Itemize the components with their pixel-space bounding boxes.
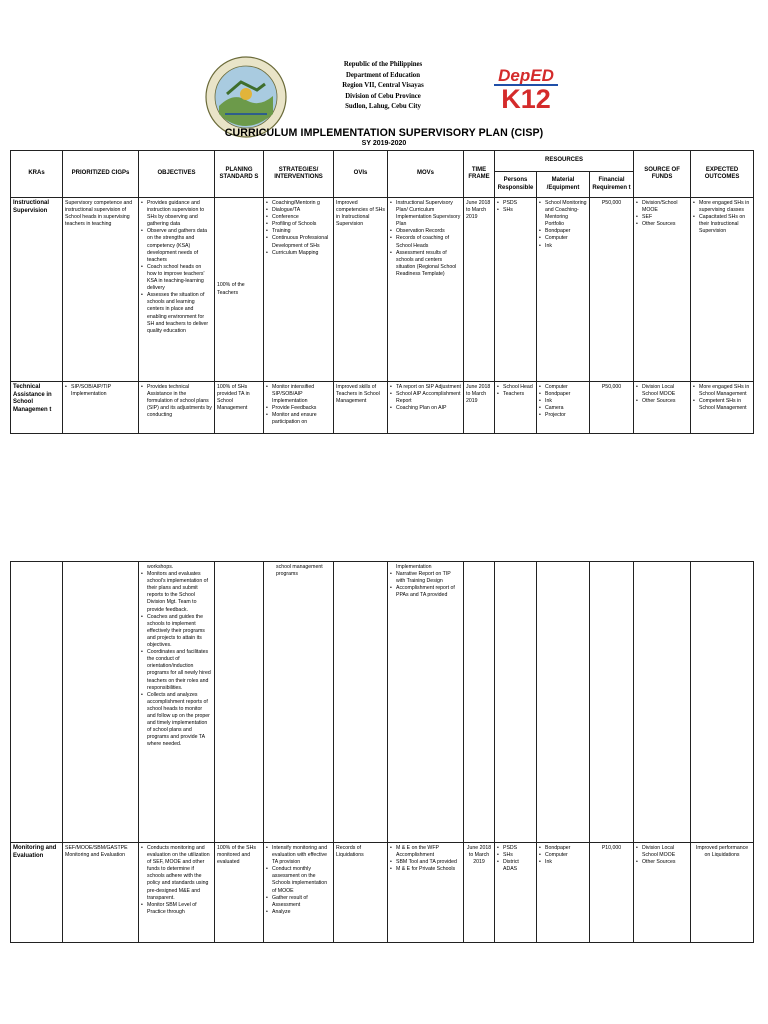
list-item: • More engaged SHs in supervising classes bbox=[693, 200, 751, 214]
header-ovis: OVIs bbox=[334, 151, 388, 198]
outcomes-cell bbox=[691, 382, 754, 434]
list-item: • Observation Records bbox=[390, 228, 461, 235]
list-item: • Narrative Report on TIP with Training Design bbox=[390, 571, 461, 585]
list-item: • Computer bbox=[539, 852, 587, 859]
list-item: • SHs bbox=[497, 852, 534, 859]
header-expected-outcomes: EXPECTED OUTCOMES bbox=[691, 151, 754, 198]
list-item: • Ink bbox=[539, 243, 587, 250]
ovis-cell bbox=[334, 562, 388, 843]
standards-cell bbox=[215, 562, 264, 843]
list-item: • Provide Feedbacks bbox=[266, 405, 331, 412]
list-item: • SBM Tool and TA provided bbox=[390, 859, 461, 866]
list-item: • Coordinates and facilitates the conduct of orientation/induction programs for all newly hired teachers on their roles and responsibilities. bbox=[141, 649, 212, 692]
financial-cell: P50,000 bbox=[590, 198, 634, 382]
cigps-cell: SEF/MOOE/SBM/GASTPE Monitoring and Evaluation bbox=[63, 843, 139, 943]
persons-cell bbox=[495, 843, 537, 943]
time-frame-cell: June 2018 to March 2019 bbox=[464, 843, 495, 943]
table-row bbox=[11, 843, 754, 943]
materials-cell bbox=[537, 843, 590, 943]
materials-cell bbox=[537, 562, 590, 843]
header-prioritized-cigps: PRIORITIZED CIGPs bbox=[63, 151, 139, 198]
list-item: • School Head bbox=[497, 384, 534, 391]
objectives-lead: workshops. bbox=[147, 564, 174, 570]
list-item: • School AIP Accomplishment Report bbox=[390, 391, 461, 405]
list-item: • Accomplishment report of PPAs and TA provided bbox=[390, 585, 461, 599]
header-movs: MOVs bbox=[388, 151, 464, 198]
header-resources: RESOURCES bbox=[495, 151, 634, 172]
list-item: • Coaching/Mentorin g bbox=[266, 200, 331, 207]
list-item: • Conduct monthly assessment on the Schools implementation of MOOE bbox=[266, 866, 331, 894]
letterhead bbox=[300, 60, 466, 113]
strategies-continued: school management programs bbox=[276, 564, 323, 578]
list-item: • Division/School MOOE bbox=[636, 200, 688, 214]
financial-cell bbox=[590, 562, 634, 843]
movs-cell bbox=[388, 562, 464, 843]
letterhead-line: Division of Cebu Province bbox=[345, 92, 421, 100]
header-objectives: OBJECTIVES bbox=[139, 151, 215, 198]
list-item: • Ink bbox=[539, 398, 587, 405]
movs-cell bbox=[388, 843, 464, 943]
materials-cell bbox=[537, 382, 590, 434]
list-item: • Conference bbox=[266, 214, 331, 221]
list-item: • District ADAS bbox=[497, 859, 534, 873]
svg-text:DepED: DepED bbox=[498, 66, 554, 85]
list-item: • Coaches and guides the schools to implement effectively their programs and projects to attain its objectives. bbox=[141, 614, 212, 649]
header-material-equipment: Material /Equipment bbox=[537, 172, 590, 198]
cigps-cell bbox=[63, 562, 139, 843]
page-one bbox=[0, 0, 768, 460]
header-time-frame: TIME FRAME bbox=[464, 151, 495, 198]
list-item: • Training bbox=[266, 228, 331, 235]
list-item: • Teachers bbox=[497, 391, 534, 398]
list-item: • Ink bbox=[539, 859, 587, 866]
list-item: • Observe and gathers data on the strengths and competency (KSA) development needs of teachers bbox=[141, 228, 212, 263]
list-item: • Profiling of Schools bbox=[266, 221, 331, 228]
ovis-cell: Records of Liquidations bbox=[334, 843, 388, 943]
header-strategies: STRATEGIES/ INTERVENTIONS bbox=[264, 151, 334, 198]
list-item: • Continuous Professional Development of SHs bbox=[266, 235, 331, 249]
list-item: • PSDS bbox=[497, 200, 534, 207]
objectives-cell bbox=[139, 843, 215, 943]
svg-text:K12: K12 bbox=[501, 84, 551, 110]
kra-cell: Technical Assistance in School Managemen t bbox=[11, 382, 63, 434]
strategies-cell bbox=[264, 562, 334, 843]
list-item: • Division Local School MOOE bbox=[636, 384, 688, 398]
plan-table bbox=[10, 150, 754, 434]
list-item: • Bondpaper bbox=[539, 228, 587, 235]
list-item: • Computer bbox=[539, 384, 587, 391]
time-frame-cell: June 2018 to March 2019 bbox=[464, 198, 495, 382]
funds-cell bbox=[634, 198, 691, 382]
page-two bbox=[0, 560, 768, 1024]
movs-cell bbox=[388, 382, 464, 434]
plan-table-continued bbox=[10, 561, 754, 943]
list-item: • Camera bbox=[539, 405, 587, 412]
list-item: • Coach school heads on how to improve teachers' KSA in teaching-learning delivery bbox=[141, 264, 212, 292]
list-item: • PSDS bbox=[497, 845, 534, 852]
funds-cell bbox=[634, 562, 691, 843]
list-item: • Collects and analyzes accomplishment reports of school heads to monitor and follow up on the proper and timely implementation of school plans and programs and provide TA where needed. bbox=[141, 692, 212, 749]
objectives-cell bbox=[139, 198, 215, 382]
ovis-cell: Improved skills of Teachers in School Management bbox=[334, 382, 388, 434]
ovis-cell: Improved competencies of SHs in Instructional Supervision bbox=[334, 198, 388, 382]
time-frame-cell bbox=[464, 562, 495, 843]
standards-cell: 100% of the SHs monitored and evaluated bbox=[215, 843, 264, 943]
document-title: CURRICULUM IMPLEMENTATION SUPERVISORY PLAN (CISP) bbox=[224, 127, 544, 139]
persons-cell bbox=[495, 562, 537, 843]
funds-cell bbox=[634, 382, 691, 434]
strategies-cell bbox=[264, 198, 334, 382]
deped-k12-logo-icon bbox=[490, 64, 562, 110]
header-financial-requirement: Financial Requiremen t bbox=[590, 172, 634, 198]
list-item: • Intensify monitoring and evaluation with effective TA provision bbox=[266, 845, 331, 866]
list-item: • Provides technical Assistance in the formulation of school plans (SIP) and its adjustments by conducting bbox=[141, 384, 212, 419]
list-item: • School Monitoring and Coaching-Mentoring Portfolio bbox=[539, 200, 587, 228]
outcomes-cell: Improved performance on Liquidations bbox=[691, 843, 754, 943]
list-item: • Gather result of Assessment bbox=[266, 895, 331, 909]
list-item: • Curriculum Mapping bbox=[266, 250, 331, 257]
cigps-cell: Supervisory competence and instructional supervision of School heads in supervising teachers in teaching bbox=[63, 198, 139, 382]
table-row bbox=[11, 562, 754, 843]
list-item: • Monitor intensified SIP/SOB/AIP Implementation bbox=[266, 384, 331, 405]
letterhead-line: Department of Education bbox=[345, 71, 420, 79]
list-item: • Capacitated SHs on their Instructional Supervision bbox=[693, 214, 751, 235]
list-item: • Records of coaching of School Heads bbox=[390, 235, 461, 249]
list-item: • Projector bbox=[539, 412, 587, 419]
list-item: • M & E for Private Schools bbox=[390, 866, 461, 873]
persons-cell bbox=[495, 382, 537, 434]
cigps-cell bbox=[63, 382, 139, 434]
division-seal-icon bbox=[205, 56, 287, 138]
header-persons-responsible: Persons Responsible bbox=[495, 172, 537, 198]
list-item: • Other Sources bbox=[636, 221, 688, 228]
table-row bbox=[11, 382, 754, 434]
list-item: • Coaching Plan on AIP bbox=[390, 405, 461, 412]
list-item: • M & E on the WFP Accomplishment bbox=[390, 845, 461, 859]
outcomes-cell bbox=[691, 562, 754, 843]
list-item: • Assessment results of schools and centers situation (Regional School Readiness Template) bbox=[390, 250, 461, 278]
list-item: • Computer bbox=[539, 235, 587, 242]
list-item: • Bondpaper bbox=[539, 845, 587, 852]
list-item: • Analyze bbox=[266, 909, 331, 916]
letterhead-line: Sudlon, Lahug, Cebu City bbox=[345, 103, 421, 110]
time-frame-cell: June 2018 to March 2019 bbox=[464, 382, 495, 434]
strategies-cell bbox=[264, 382, 334, 434]
list-item: • Conducts monitoring and evaluation on the utilization of SEF, MOOE and other funds to determine if schools adhere with the policy and standards using pre-designed M&E and transparent. bbox=[141, 845, 212, 902]
strategies-cell bbox=[264, 843, 334, 943]
movs-cell bbox=[388, 198, 464, 382]
table-row bbox=[11, 198, 754, 382]
list-item: • Instructional Supervisory Plan/ Curriculum Implementation Supervisory Plan bbox=[390, 200, 461, 228]
list-item: • Other Sources bbox=[636, 398, 688, 405]
list-item: • Monitor SBM Level of Practice through bbox=[141, 902, 212, 916]
header-kras: KRAs bbox=[11, 151, 63, 198]
financial-cell: P50,000 bbox=[590, 382, 634, 434]
kra-cell bbox=[11, 562, 63, 843]
kra-cell: Monitoring and Evaluation bbox=[11, 843, 63, 943]
list-item: • SHs bbox=[497, 207, 534, 214]
standards-cell: 100% of the Teachers bbox=[215, 198, 264, 382]
list-item: • Competent SHs in School Management bbox=[693, 398, 751, 412]
letterhead-line: Region VII, Central Visayas bbox=[342, 82, 424, 89]
objectives-cell bbox=[139, 562, 215, 843]
list-item: • Dialogue/TA bbox=[266, 207, 331, 214]
list-item: • SEF bbox=[636, 214, 688, 221]
header-source-of-funds: SOURCE OF FUNDS bbox=[634, 151, 691, 198]
list-item: • SIP/SOB/AIP/TIP Implementation bbox=[65, 384, 136, 398]
outcomes-cell bbox=[691, 198, 754, 382]
header-planing-standards: PLANING STANDARD S bbox=[215, 151, 264, 198]
list-item: • Provides guidance and instruction supervision to SHs by observing and gathering data bbox=[141, 200, 212, 228]
persons-cell bbox=[495, 198, 537, 382]
list-item: • More engaged SHs in School Management bbox=[693, 384, 751, 398]
list-item: • Other Sources bbox=[636, 859, 688, 866]
list-item: • Monitors and evaluates school's implementation of their plans and submit reports to the School Division Mgt. Team to provide feedback. bbox=[141, 571, 212, 614]
standards-cell: 100% of SHs provided TA in School Management bbox=[215, 382, 264, 434]
list-item: • Bondpaper bbox=[539, 391, 587, 398]
financial-cell: P10,000 bbox=[590, 843, 634, 943]
list-item: • TA report on SIP Adjustment bbox=[390, 384, 461, 391]
letterhead-line: Republic of the Philippines bbox=[343, 61, 423, 68]
school-year: SY 2019-2020 bbox=[361, 140, 407, 147]
list-item: • Assesses the situation of schools and learning centers in place and enabling environment for SH and teachers to deliver quality education bbox=[141, 292, 212, 335]
funds-cell bbox=[634, 843, 691, 943]
kra-cell: Instructional Supervision bbox=[11, 198, 63, 382]
list-item: • Division Local School MOOE bbox=[636, 845, 688, 859]
list-item: • Monitor and ensure participation on bbox=[266, 412, 331, 426]
movs-lead: Implementation bbox=[396, 564, 432, 570]
objectives-cell bbox=[139, 382, 215, 434]
materials-cell bbox=[537, 198, 590, 382]
